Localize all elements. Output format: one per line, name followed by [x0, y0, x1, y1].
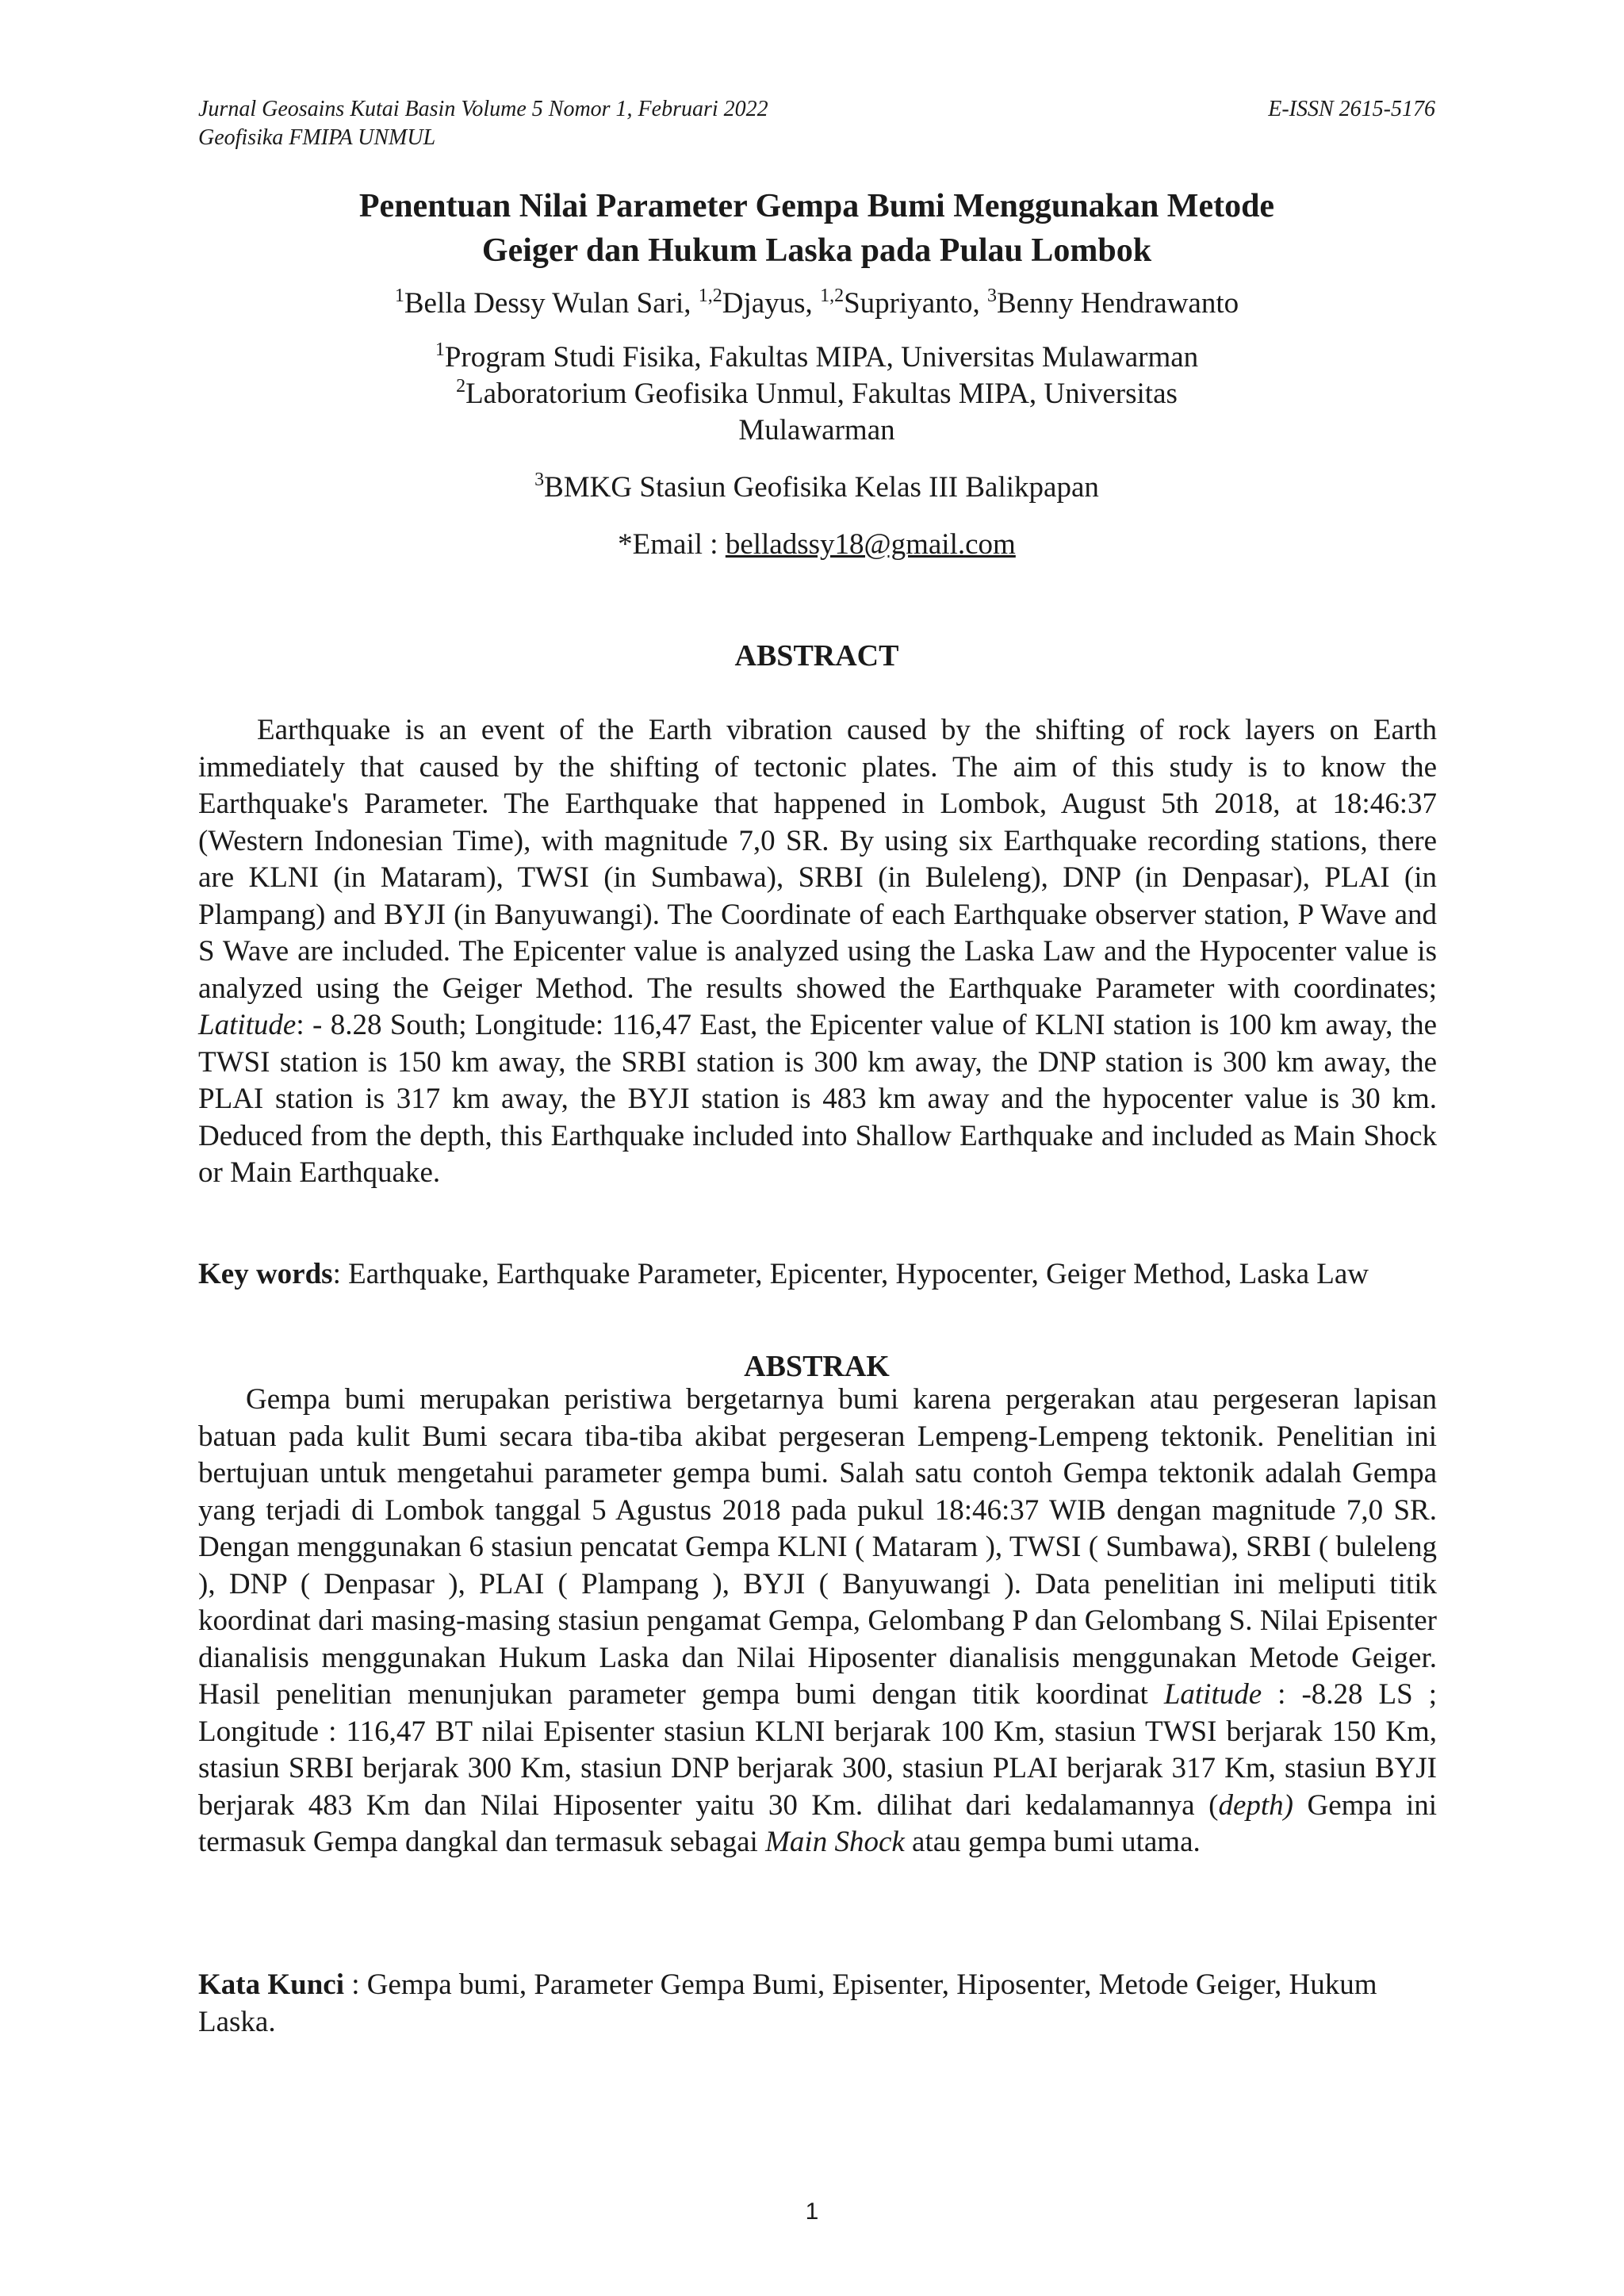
author-2-affil: 1,2: [698, 286, 722, 306]
abstrak-depth-term: depth): [1218, 1788, 1293, 1822]
abstrak-text-part-1: Gempa bumi merupakan peristiwa bergetarnya bumi karena pergerakan atau pergeseran lapisan batuan pada kulit Bumi secara tiba-tiba akibat pergeseran Lempeng-Lempeng tektonik. Penelitian ini bertujuan untuk mengetahui parameter gempa bumi. Salah satu contoh Gempa tektonik adalah Gempa yang terjadi di Lombok tanggal 5 Agustus 2018 pada pukul 18:46:37 WIB dengan magnitude 7,0 SR. Dengan menggunakan 6 stasiun pencatat Gempa KLNI ( Mataram ), TWSI ( Sumbawa), SRBI ( buleleng ), DNP ( Denpasar ), PLAI ( Plampang ), BYJI ( Banyuwangi ). Data penelitian ini meliputi titik koordinat dari masing-masing stasiun pengamat Gempa, Gelombang P dan Gelombang S. Nilai Episenter dianalisis menggunakan Hukum Laska dan Nilai Hiposenter dianalisis menggunakan Metode Geiger. Hasil penelitian menunjukan parameter gempa bumi dengan titik koordinat: [198, 1383, 1437, 1711]
author-3-affil: 1,2: [820, 286, 845, 306]
affiliations: [198, 339, 1435, 449]
author-1-name: Bella Dessy Wulan Sari,: [404, 287, 699, 320]
author-4-name: Benny Hendrawanto: [996, 287, 1239, 320]
abstract-text-part-1: Earthquake is an event of the Earth vibration caused by the shifting of rock layers on Earth immediately that caused by the shifting of tectonic plates. The aim of this study is to know the Earthquake's Parameter. The Earthquake that happened in Lombok, August 5th 2018, at 18:46:37 (Western Indonesian Time), with magnitude 7,0 SR. By using six Earthquake recording stations, there are KLNI (in Mataram), TWSI (in Sumbawa), SRBI (in Buleleng), DNP (in Denpasar), PLAI (in Plampang) and BYJI (in Banyuwangi). The Coordinate of each Earthquake observer station, P Wave and S Wave are included. The Epicenter value is analyzed using the Laska Law and the Hypocenter value is analyzed using the Geiger Method. The results showed the Earthquake Parameter with coordinates;: [198, 714, 1437, 1005]
affiliation-3-text: BMKG Stasiun Geofisika Kelas III Balikpapan: [544, 471, 1099, 504]
abstrak-text-part-3: Gempa ini termasuk Gempa dangkal dan termasuk sebagai: [198, 1788, 1438, 1858]
journal-name: Jurnal Geosains Kutai Basin Volume 5 Nomor 1, Februari 2022: [198, 97, 768, 121]
abstract-text-part-2: : - 8.28 South; Longitude: 116,47 East, the Epicenter value of KLNI station is 100 km away, the TWSI station is 150 km away, the SRBI station is 300 km away, the DNP station is 300 km away, the PLAI station is 317 km away, the BYJI station is 483 km away and the hypocenter value is 30 km. Deduced from the depth, this Earthquake included into Shallow Earthquake and included as Main Shock or Main Earthquake.: [198, 1009, 1437, 1189]
author-3-name: Supriyanto,: [844, 287, 987, 320]
affiliation-2-continued: Mulawarman: [738, 414, 895, 447]
kata-kunci-label: Kata Kunci: [198, 1968, 344, 2001]
email-link[interactable]: belladssy18@gmail.com: [725, 528, 1016, 561]
title-line-2: Geiger dan Hukum Laska pada Pulau Lombok: [481, 232, 1152, 269]
author-1-affil: 1: [394, 286, 404, 306]
abstract-latitude-term: Latitude: [198, 1009, 297, 1041]
abstrak-heading: ABSTRAK: [744, 1350, 890, 1383]
keywords-id: [198, 1967, 1437, 2041]
running-header: [198, 95, 1435, 152]
author-2-name: Djayus,: [722, 287, 821, 320]
affiliation-3: [198, 470, 1435, 506]
keywords-list: : Earthquake, Earthquake Parameter, Epicenter, Hypocenter, Geiger Method, Laska Law: [332, 1258, 1369, 1290]
journal-issn: E-ISSN 2615-5176: [1268, 97, 1435, 121]
affiliation-2: [198, 376, 1435, 412]
abstrak-latitude-term: Latitude: [1163, 1678, 1262, 1711]
abstract-text: [198, 712, 1437, 1192]
affiliation-1: [198, 339, 1435, 376]
keywords-en: [198, 1256, 1437, 1294]
abstrak-main-shock-term: Main Shock: [765, 1826, 905, 1858]
abstrak-text: [198, 1382, 1437, 1861]
page-number: 1: [805, 2198, 819, 2225]
affiliation-2-marker: 2: [456, 376, 466, 397]
paper-title: [198, 184, 1435, 273]
keywords-label: Key words: [198, 1258, 333, 1290]
journal-department: Geofisika FMIPA UNMUL: [198, 125, 436, 150]
affiliation-1-marker: 1: [435, 339, 445, 360]
kata-kunci-list: : Gempa bumi, Parameter Gempa Bumi, Episenter, Hiposenter, Metode Geiger, Hukum Laska.: [198, 1968, 1377, 2038]
author-list: [198, 286, 1435, 322]
affiliation-2-text-line-1: Laboratorium Geofisika Unmul, Fakultas MIPA, Universitas: [465, 378, 1178, 410]
abstrak-text-part-2: : -8.28 LS ; Longitude : 116,47 BT nilai Episenter stasiun KLNI berjarak 100 Km, stasiun TWSI berjarak 150 Km, stasiun SRBI berjarak 300 Km, stasiun DNP berjarak 300, stasiun PLAI berjarak 317 Km, stasiun BYJI berjarak 483 Km dan Nilai Hiposenter yaitu 30 Km. dilihat dari kedalamannya (: [198, 1678, 1437, 1822]
affiliation-3-marker: 3: [534, 470, 545, 490]
affiliation-1-text: Program Studi Fisika, Fakultas MIPA, Universitas Mulawarman: [444, 341, 1199, 374]
abstrak-text-part-4: atau gempa bumi utama.: [904, 1826, 1201, 1858]
corresponding-email: [198, 527, 1435, 563]
email-label: *Email :: [618, 528, 726, 561]
author-4-affil: 3: [986, 286, 997, 306]
abstract-heading: ABSTRACT: [734, 639, 899, 673]
title-line-1: Penentuan Nilai Parameter Gempa Bumi Menggunakan Metode: [358, 188, 1275, 224]
